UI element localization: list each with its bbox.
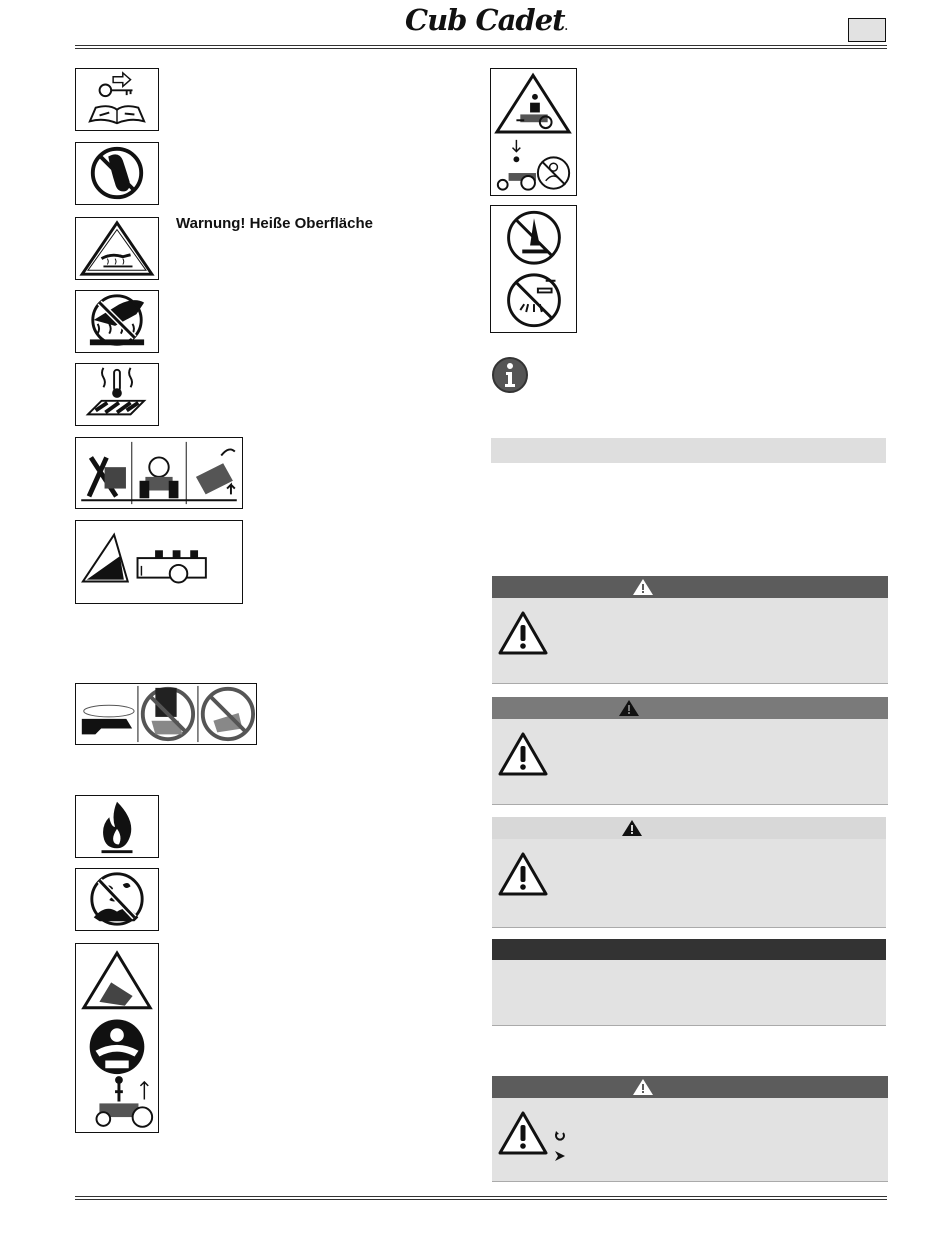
slope-trailer-icon (75, 520, 243, 604)
notice-box (492, 939, 886, 1026)
warning-box-4 (492, 1076, 888, 1182)
fire-icon (75, 795, 159, 858)
rider-warning-icon (490, 68, 577, 196)
warning-triangle-icon (632, 1078, 654, 1096)
hot-surface-caption: Warnung! Heiße Oberfläche (176, 215, 373, 232)
brand-logo: Cub Cadet. (405, 3, 568, 37)
warning-box-header (492, 697, 888, 719)
warning-box-1 (492, 576, 888, 684)
hot-temperature-icon (75, 363, 159, 426)
warning-box-2 (492, 697, 888, 805)
tip-over-icon (75, 437, 243, 509)
warning-box-header (492, 576, 888, 598)
no-debris-icon (75, 868, 159, 931)
footer-rule (75, 1196, 887, 1200)
warning-triangle-icon (497, 731, 549, 777)
hot-surface-warning-icon (75, 217, 159, 280)
rollover-seatbelt-icon (75, 943, 159, 1133)
manual-key-icon (75, 68, 159, 131)
section-bar (491, 438, 886, 463)
warning-triangle-icon (632, 578, 654, 596)
warning-box-header (492, 1076, 888, 1098)
turn-icon (554, 1130, 566, 1142)
no-foot-icon (75, 142, 159, 205)
info-icon (491, 356, 529, 394)
notice-box-header (492, 939, 886, 960)
language-box (848, 18, 886, 42)
warning-triangle-icon (497, 1110, 549, 1156)
warning-box-header (492, 817, 886, 839)
warning-triangle-icon (497, 610, 549, 656)
warning-triangle-icon (618, 699, 640, 717)
warning-triangle-icon (621, 819, 643, 837)
warning-triangle-icon (497, 851, 549, 897)
no-hand-hot-icon (75, 290, 159, 353)
warning-box-3 (492, 817, 886, 928)
arrow-bullet-icon (554, 1150, 566, 1162)
rotating-blade-icon (75, 683, 257, 745)
no-cutting-icon (490, 205, 577, 333)
header-rule (75, 45, 887, 49)
